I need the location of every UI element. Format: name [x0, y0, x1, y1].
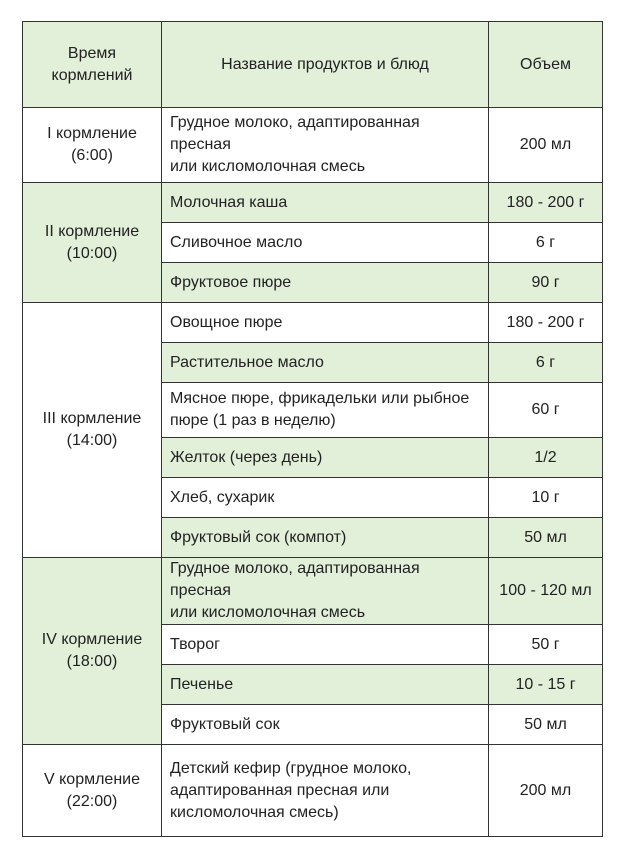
volume-cell: 60 г: [489, 383, 603, 438]
product-cell: [162, 518, 489, 558]
volume-cell: 10 г: [489, 478, 603, 518]
feeding-time: (6:00): [71, 147, 113, 164]
feeding-time-cell: [23, 745, 162, 837]
product-cell: [162, 478, 489, 518]
header-products: Название продуктов и блюд: [162, 22, 489, 108]
header-volume: Объем: [489, 22, 603, 108]
product-cell: [162, 183, 489, 223]
product-cell: [162, 558, 489, 625]
volume-cell: 180 - 200 г: [489, 303, 603, 343]
table-row: [23, 183, 603, 223]
header-time-line1: Время: [67, 44, 117, 62]
feeding-time-cell: [23, 108, 162, 183]
header-time: [23, 22, 162, 108]
product-line: или кисломолочная смесь: [170, 604, 366, 621]
volume-cell: 10 - 15 г: [489, 665, 603, 705]
product-cell: [162, 745, 489, 837]
product-cell: [162, 263, 489, 303]
product-line: Детский кефир (грудное молоко,: [170, 759, 412, 777]
product-line: пюре (1 раз в неделю): [170, 412, 336, 429]
feeding-time-cell: [23, 183, 162, 303]
product-line: Молочная каша: [170, 193, 288, 211]
feeding-time: (10:00): [66, 244, 118, 262]
product-line: Желток (через день): [170, 448, 323, 466]
table-row: [23, 745, 603, 837]
product-cell: [162, 383, 489, 438]
table-row: [23, 558, 603, 625]
feeding-name: V кормление: [44, 770, 140, 788]
volume-cell: 90 г: [489, 263, 603, 303]
volume-cell: 200 мл: [489, 108, 603, 183]
product-cell: [162, 303, 489, 343]
product-line: или кисломолочная смесь: [170, 158, 366, 175]
table-row: [23, 108, 603, 183]
volume-cell: 180 - 200 г: [489, 183, 603, 223]
volume-cell: 200 мл: [489, 745, 603, 837]
product-cell: [162, 343, 489, 383]
volume-cell: 50 мл: [489, 705, 603, 745]
feeding-time: (22:00): [66, 792, 118, 810]
volume-cell: 50 мл: [489, 518, 603, 558]
volume-cell: 100 - 120 мл: [489, 558, 603, 625]
volume-cell: 1/2: [489, 438, 603, 478]
product-line: кисломолочная смесь): [170, 803, 339, 821]
product-line: Фруктовый сок: [170, 715, 280, 733]
volume-cell: 50 г: [489, 625, 603, 665]
table-row: [23, 303, 603, 343]
product-cell: [162, 665, 489, 705]
product-line: Сливочное масло: [170, 233, 303, 251]
product-line: Хлеб, сухарик: [170, 488, 275, 506]
product-line: Фруктовое пюре: [170, 273, 292, 291]
product-cell: [162, 223, 489, 263]
product-cell: [162, 438, 489, 478]
feeding-name: I кормление: [47, 125, 137, 142]
product-line: Печенье: [170, 675, 234, 693]
header-time-line2: кормлений: [51, 66, 133, 84]
feeding-time: (18:00): [66, 653, 118, 670]
product-cell: [162, 625, 489, 665]
feeding-name: II кормление: [44, 222, 140, 240]
product-line: Фруктовый сок (компот): [170, 528, 347, 546]
product-cell: [162, 108, 489, 183]
feeding-schedule-table: [22, 21, 603, 837]
feeding-time-cell: [23, 558, 162, 745]
product-line: Грудное молоко, адаптированная пресная: [170, 114, 420, 153]
feeding-time-cell: [23, 303, 162, 558]
volume-cell: 6 г: [489, 343, 603, 383]
product-line: Творог: [170, 635, 220, 653]
feeding-time: (14:00): [66, 432, 118, 449]
feeding-name: III кормление: [42, 410, 142, 427]
product-line: Овощное пюре: [170, 313, 283, 331]
product-line: Растительное масло: [170, 353, 324, 371]
product-line: Мясное пюре, фрикадельки или рыбное: [170, 390, 470, 407]
product-cell: [162, 705, 489, 745]
volume-cell: 6 г: [489, 223, 603, 263]
feeding-name: IV кормление: [41, 631, 143, 648]
header-row: [23, 22, 603, 108]
product-line: Грудное молоко, адаптированная пресная: [170, 560, 420, 599]
table-body: [23, 108, 603, 837]
product-line: адаптированная пресная или: [170, 781, 390, 799]
